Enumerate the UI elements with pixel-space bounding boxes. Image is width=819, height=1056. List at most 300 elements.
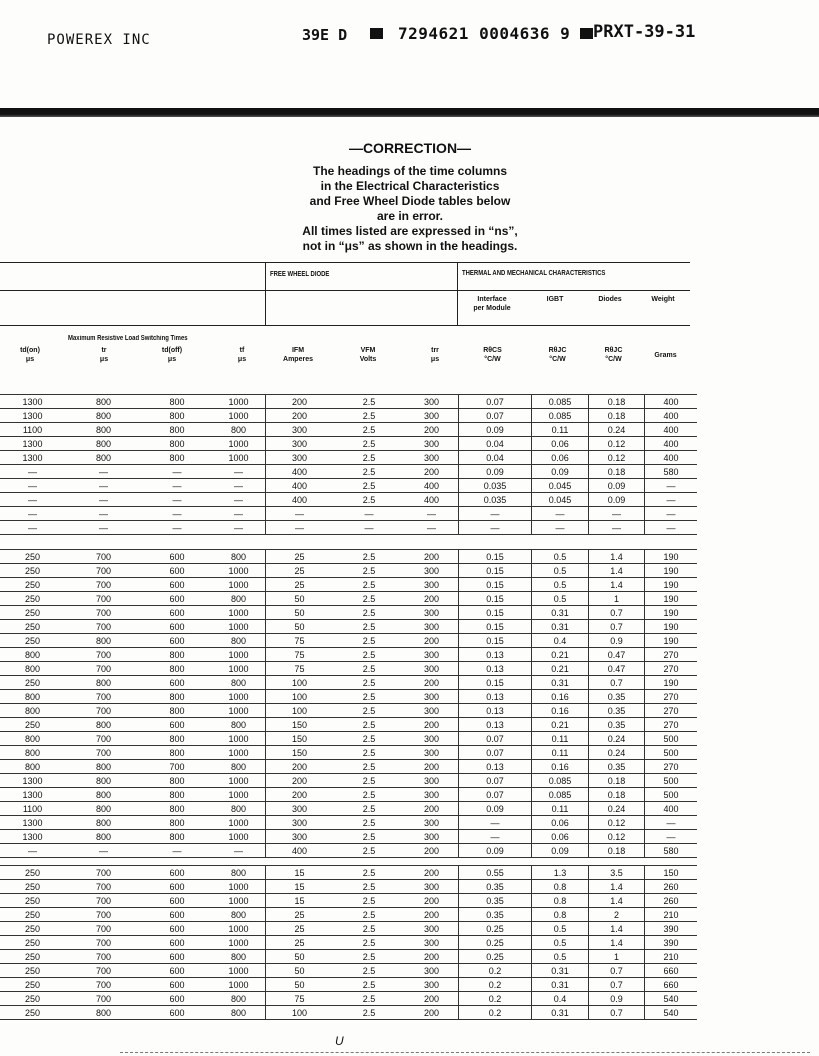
table-cell: 0.13 (459, 662, 532, 676)
table-cell: 800 (212, 866, 266, 880)
table-cell: 1.4 (589, 936, 645, 950)
table-cell: 2.5 (333, 620, 405, 634)
weight-heading: Weight (651, 296, 675, 303)
table-cell: 2.5 (333, 578, 405, 592)
table-cell: 300 (405, 816, 459, 830)
table-cell: 800 (65, 802, 142, 816)
table-cell: 1300 (0, 816, 65, 830)
table-row (0, 550, 697, 564)
table-cell: 1000 (212, 578, 266, 592)
table-cell: 0.5 (532, 936, 589, 950)
table-cell: 190 (645, 606, 698, 620)
table-cell: 2.5 (333, 564, 405, 578)
table-cell: 75 (266, 662, 334, 676)
table-cell: 1.4 (589, 550, 645, 564)
table-cell: 0.13 (459, 718, 532, 732)
table-cell: 1300 (0, 830, 65, 844)
table-cell: 0.07 (459, 774, 532, 788)
free-wheel-heading: FREE WHEEL DIODE (270, 271, 330, 278)
table-cell: 190 (645, 564, 698, 578)
bottom-rule (120, 1052, 810, 1053)
table-cell: 0.18 (589, 774, 645, 788)
table-cell: 0.2 (459, 978, 532, 992)
table-cell: 1300 (0, 788, 65, 802)
interface-heading: Interface per Module (473, 296, 511, 312)
table-row (0, 922, 697, 936)
table-cell: 800 (65, 760, 142, 774)
table-cell: 0.24 (589, 746, 645, 760)
table-cell: 250 (0, 718, 65, 732)
table-cell: 0.085 (532, 409, 589, 423)
table-cell: 100 (266, 676, 334, 690)
table-cell: 300 (266, 423, 334, 437)
table-cell: 25 (266, 550, 334, 564)
col-tr: tr μs (99, 347, 109, 363)
table-cell: 0.7 (589, 620, 645, 634)
table-cell: 0.2 (459, 1006, 532, 1020)
table-cell: 0.8 (532, 880, 589, 894)
correction-line-4: are in error. (376, 209, 444, 223)
table-row (0, 844, 697, 858)
table-cell: 0.21 (532, 718, 589, 732)
table-cell: 700 (65, 704, 142, 718)
table-cell: — (266, 507, 334, 521)
table-cell: 200 (266, 395, 334, 409)
table-cell: 1.3 (532, 866, 589, 880)
table-cell: 300 (266, 437, 334, 451)
table-cell: 1000 (212, 704, 266, 718)
table-cell: 800 (142, 732, 212, 746)
table-cell: 700 (65, 606, 142, 620)
table-cell: 1000 (212, 732, 266, 746)
table-cell: — (405, 507, 459, 521)
max-resistive-heading: Maximum Resistive Load Switching Times (68, 335, 188, 342)
table-row (0, 662, 697, 676)
table-cell: 270 (645, 718, 698, 732)
table-cell: 800 (142, 788, 212, 802)
table-cell: 2.5 (333, 760, 405, 774)
table-cell: 2.5 (333, 479, 405, 493)
table-cell: 1000 (212, 894, 266, 908)
table-cell: 2.5 (333, 978, 405, 992)
table-cell: 600 (142, 634, 212, 648)
table-cell: 700 (65, 648, 142, 662)
table-cell: — (142, 844, 212, 858)
table-cell: 300 (405, 964, 459, 978)
table-cell: 2.5 (333, 830, 405, 844)
table-cell: 0.035 (459, 479, 532, 493)
table-cell: 0.7 (589, 676, 645, 690)
table-cell: — (0, 493, 65, 507)
table-cell: 300 (405, 606, 459, 620)
table-cell: 1 (589, 950, 645, 964)
header-divider-2 (457, 262, 458, 325)
table-cell: 0.18 (589, 788, 645, 802)
table-cell: 25 (266, 908, 334, 922)
table-cell: 2.5 (333, 395, 405, 409)
table-section-2 (0, 549, 697, 858)
table-cell: 800 (0, 662, 65, 676)
table-cell: 700 (142, 760, 212, 774)
table-cell: 0.31 (532, 978, 589, 992)
correction-line-6: not in “μs” as shown in the headings. (302, 239, 518, 253)
table-cell: 800 (0, 648, 65, 662)
table-cell: 800 (65, 788, 142, 802)
table-cell: 0.35 (589, 760, 645, 774)
table-cell: 0.16 (532, 760, 589, 774)
table-cell: 400 (645, 423, 698, 437)
table-cell: 300 (405, 437, 459, 451)
table-cell: 0.09 (459, 844, 532, 858)
table-cell: — (212, 521, 266, 535)
table-cell: 200 (405, 908, 459, 922)
table-cell: 500 (645, 788, 698, 802)
header-divider-1 (265, 262, 266, 325)
table-cell: 800 (65, 830, 142, 844)
table-cell: 2.5 (333, 746, 405, 760)
table-cell: 600 (142, 894, 212, 908)
table-cell: 200 (266, 760, 334, 774)
table-cell: 0.13 (459, 704, 532, 718)
table-cell: 300 (405, 774, 459, 788)
col-tf: tf μs (237, 347, 247, 363)
table-cell: 2.5 (333, 437, 405, 451)
table-cell: 2.5 (333, 964, 405, 978)
table-cell: 800 (212, 423, 266, 437)
col-grams: Grams (654, 352, 677, 359)
table-cell: 2.5 (333, 936, 405, 950)
table-cell: 300 (405, 880, 459, 894)
table-cell: 300 (405, 732, 459, 746)
table-cell: 400 (645, 395, 698, 409)
table-cell: 600 (142, 718, 212, 732)
table-cell: 700 (65, 690, 142, 704)
table-cell: — (645, 816, 698, 830)
table-cell: 0.9 (589, 634, 645, 648)
table-cell: 200 (405, 866, 459, 880)
table-cell: 800 (0, 690, 65, 704)
table-cell: 200 (405, 634, 459, 648)
table-cell: 2.5 (333, 634, 405, 648)
table-cell: 300 (266, 802, 334, 816)
table-cell: 800 (212, 676, 266, 690)
table-cell: 600 (142, 606, 212, 620)
table-cell: 0.25 (459, 936, 532, 950)
table-cell: 2.5 (333, 606, 405, 620)
table-cell: 700 (65, 908, 142, 922)
table-cell: 2.5 (333, 465, 405, 479)
table-cell: 1000 (212, 395, 266, 409)
table-cell: 210 (645, 950, 698, 964)
table-cell: 200 (405, 802, 459, 816)
table-cell: 15 (266, 880, 334, 894)
table-row (0, 936, 697, 950)
table-cell: 0.12 (589, 830, 645, 844)
table-cell: 800 (65, 451, 142, 465)
table-cell: 1000 (212, 964, 266, 978)
table-cell: 250 (0, 894, 65, 908)
table-cell: — (645, 479, 698, 493)
table-cell: 400 (405, 479, 459, 493)
table-cell: 1.4 (589, 564, 645, 578)
table-cell: 300 (405, 788, 459, 802)
table-cell: 0.31 (532, 676, 589, 690)
table-cell: 270 (645, 662, 698, 676)
table-cell: 800 (65, 718, 142, 732)
table-cell: 600 (142, 964, 212, 978)
table-cell: — (333, 521, 405, 535)
table-cell: 600 (142, 936, 212, 950)
table-cell: 400 (645, 437, 698, 451)
table-cell: 0.2 (459, 964, 532, 978)
table-cell: 0.18 (589, 395, 645, 409)
table-cell: 200 (405, 844, 459, 858)
table-cell: 600 (142, 978, 212, 992)
table-cell: 0.4 (532, 992, 589, 1006)
table-cell: 250 (0, 880, 65, 894)
table-cell: 50 (266, 592, 334, 606)
table-cell: 800 (212, 592, 266, 606)
table-cell: 75 (266, 992, 334, 1006)
table-cell: — (405, 521, 459, 535)
table-cell: 2.5 (333, 592, 405, 606)
table-row (0, 634, 697, 648)
table-cell: 260 (645, 894, 698, 908)
table-cell: 300 (266, 830, 334, 844)
table-cell: 0.8 (532, 908, 589, 922)
table-cell: 300 (405, 936, 459, 950)
table-cell: 800 (142, 746, 212, 760)
table-cell: 250 (0, 978, 65, 992)
table-cell: 250 (0, 676, 65, 690)
table-cell: 1000 (212, 437, 266, 451)
table-cell: 0.24 (589, 802, 645, 816)
table-row (0, 690, 697, 704)
table-cell: 800 (65, 676, 142, 690)
table-cell: 0.09 (589, 479, 645, 493)
table-cell: 0.15 (459, 550, 532, 564)
igbt-heading: IGBT (546, 296, 564, 303)
table-cell: 500 (645, 774, 698, 788)
table-cell: 300 (405, 578, 459, 592)
table-cell: 1000 (212, 922, 266, 936)
table-cell: 0.09 (459, 802, 532, 816)
table-cell: 0.25 (459, 922, 532, 936)
header-rule-1 (0, 262, 690, 263)
table-cell: 2.5 (333, 676, 405, 690)
table-cell: 2.5 (333, 718, 405, 732)
table-cell: 0.15 (459, 634, 532, 648)
table-cell: 75 (266, 634, 334, 648)
table-cell: 700 (65, 578, 142, 592)
table-cell: — (589, 521, 645, 535)
table-cell: 1000 (212, 816, 266, 830)
table-cell: 0.24 (589, 423, 645, 437)
table-cell: 660 (645, 964, 698, 978)
table-cell: — (589, 507, 645, 521)
table-cell: 270 (645, 690, 698, 704)
table-cell: 800 (142, 409, 212, 423)
table-cell: 1300 (0, 774, 65, 788)
table-cell: 1000 (212, 606, 266, 620)
table-cell: 1.4 (589, 922, 645, 936)
table-cell: 0.15 (459, 592, 532, 606)
table-cell: 1000 (212, 788, 266, 802)
table-cell: 0.18 (589, 465, 645, 479)
table-cell: 250 (0, 1006, 65, 1020)
table-cell: — (532, 521, 589, 535)
table-row (0, 648, 697, 662)
table-cell: 600 (142, 950, 212, 964)
table-cell: 250 (0, 606, 65, 620)
table-row (0, 866, 697, 880)
table-cell: 600 (142, 908, 212, 922)
table-cell: 1000 (212, 774, 266, 788)
table-cell: 580 (645, 465, 698, 479)
table-cell: — (212, 479, 266, 493)
table-cell: 0.31 (532, 1006, 589, 1020)
table-cell: 400 (405, 493, 459, 507)
table-row (0, 774, 697, 788)
table-cell: 0.35 (589, 718, 645, 732)
table-cell: 800 (65, 395, 142, 409)
table-cell: 600 (142, 880, 212, 894)
table-cell: 800 (142, 802, 212, 816)
table-cell: 0.085 (532, 774, 589, 788)
table-cell: 800 (0, 746, 65, 760)
table-cell: 800 (212, 908, 266, 922)
table-cell: 800 (65, 774, 142, 788)
table-cell: 2.5 (333, 908, 405, 922)
table-cell: 0.04 (459, 437, 532, 451)
table-cell: — (142, 507, 212, 521)
table-cell: 50 (266, 964, 334, 978)
table-cell: 0.31 (532, 620, 589, 634)
col-vfm: VFM Volts (359, 347, 377, 363)
table-cell: 200 (266, 774, 334, 788)
table-cell: 0.31 (532, 606, 589, 620)
table-cell: 2.5 (333, 816, 405, 830)
table-row (0, 746, 697, 760)
table-cell: 210 (645, 908, 698, 922)
table-cell: 0.7 (589, 978, 645, 992)
table-cell: 0.35 (459, 880, 532, 894)
thick-rule (0, 108, 819, 117)
table-cell: 800 (142, 451, 212, 465)
table-row (0, 564, 697, 578)
table-row (0, 950, 697, 964)
table-cell: 0.7 (589, 1006, 645, 1020)
col-ifm: IFM Amperes (283, 347, 313, 363)
table-cell: 3.5 (589, 866, 645, 880)
table-cell: 2.5 (333, 866, 405, 880)
table-cell: — (266, 521, 334, 535)
table-cell: 800 (65, 1006, 142, 1020)
table-row (0, 451, 697, 465)
table-cell: 270 (645, 704, 698, 718)
table-cell: 0.06 (532, 437, 589, 451)
table-cell: 1.4 (589, 894, 645, 908)
table-cell: 50 (266, 606, 334, 620)
col-td-on: td(on) μs (20, 347, 40, 363)
table-cell: 390 (645, 936, 698, 950)
table-cell: 400 (266, 493, 334, 507)
table-cell: 540 (645, 1006, 698, 1020)
table-cell: 50 (266, 978, 334, 992)
header-rule-2 (0, 290, 690, 291)
table-cell: 25 (266, 922, 334, 936)
table-row (0, 760, 697, 774)
table-cell: 0.04 (459, 451, 532, 465)
table-cell: 800 (212, 718, 266, 732)
table-cell: 600 (142, 620, 212, 634)
table-cell: 0.07 (459, 395, 532, 409)
doc-code-number: 7294621 0004636 9 (398, 24, 571, 43)
table-cell: 800 (142, 774, 212, 788)
table-row (0, 578, 697, 592)
table-cell: 600 (142, 578, 212, 592)
header-rule-3 (0, 325, 690, 326)
table-cell: 1100 (0, 802, 65, 816)
table-cell: 270 (645, 760, 698, 774)
correction-title: —CORRECTION— (348, 140, 472, 156)
table-row (0, 676, 697, 690)
table-cell: 800 (65, 437, 142, 451)
table-cell: 600 (142, 564, 212, 578)
table-cell: 0.25 (459, 950, 532, 964)
table-cell: — (212, 465, 266, 479)
table-cell: 600 (142, 992, 212, 1006)
table-cell: 2.5 (333, 550, 405, 564)
table-cell: 250 (0, 578, 65, 592)
col-rjc-diode: RθJC °C/W (604, 347, 623, 363)
table-section-3 (0, 865, 697, 1020)
table-cell: 700 (65, 620, 142, 634)
thermal-heading: THERMAL AND MECHANICAL CHARACTERISTICS (462, 270, 606, 277)
table-cell: 200 (405, 465, 459, 479)
table-cell: 800 (142, 830, 212, 844)
table-cell: 300 (405, 690, 459, 704)
table-cell: 0.12 (589, 816, 645, 830)
table-cell: 2.5 (333, 662, 405, 676)
table-row (0, 908, 697, 922)
table-cell: 0.18 (589, 409, 645, 423)
table-cell: 1000 (212, 830, 266, 844)
table-cell: 300 (405, 978, 459, 992)
table-cell: 600 (142, 550, 212, 564)
table-cell: 800 (65, 634, 142, 648)
table-cell: 100 (266, 690, 334, 704)
table-cell: 0.06 (532, 816, 589, 830)
table-cell: — (0, 479, 65, 493)
table-cell: 600 (142, 676, 212, 690)
table-cell: 600 (142, 592, 212, 606)
table-row (0, 521, 697, 535)
table-row (0, 704, 697, 718)
table-cell: 250 (0, 866, 65, 880)
table-cell: 200 (405, 1006, 459, 1020)
table-cell: 390 (645, 922, 698, 936)
table-cell: 200 (405, 894, 459, 908)
table-cell: 190 (645, 550, 698, 564)
table-cell: 0.55 (459, 866, 532, 880)
table-cell: 580 (645, 844, 698, 858)
table-cell: 1000 (212, 409, 266, 423)
table-cell: — (65, 507, 142, 521)
table-cell: 1300 (0, 395, 65, 409)
table-cell: 800 (212, 760, 266, 774)
table-cell: — (65, 844, 142, 858)
